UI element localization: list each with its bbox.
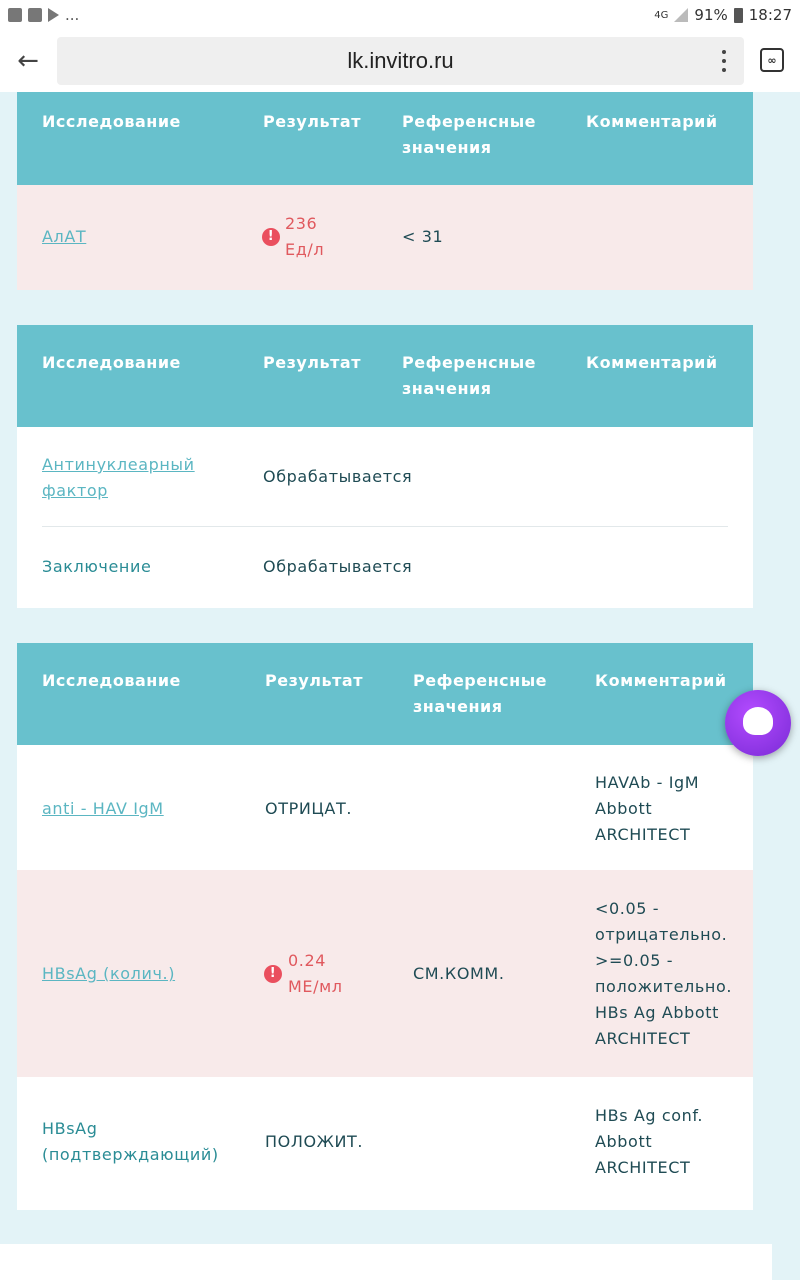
address-bar[interactable]	[57, 37, 744, 85]
study-link-alat[interactable]: АлАТ	[42, 227, 87, 246]
table-row	[17, 870, 753, 1077]
header-study: Исследование	[42, 112, 181, 131]
reference-value: < 31	[402, 227, 444, 246]
notification-more: ...	[65, 6, 80, 24]
network-type: 4G	[654, 9, 669, 21]
warning-icon: !	[262, 228, 280, 246]
signal-icon	[674, 8, 688, 22]
header-reference: Референсные значения	[402, 353, 537, 398]
study-link-anti-hav[interactable]: anti - HAV IgM	[42, 799, 164, 818]
header-study: Исследование	[42, 671, 181, 690]
table-row	[17, 745, 753, 870]
comment-text: HBs Ag conf. Abbott ARCHITECT	[595, 1106, 704, 1177]
header-reference: Референсные значения	[413, 671, 548, 716]
result-number: 236	[285, 214, 318, 233]
header-comment: Комментарий	[586, 112, 718, 131]
status-bar	[0, 0, 800, 30]
table-header	[17, 92, 753, 185]
comment-text: <0.05 - отрицательно. >=0.05 - положительно. HBs Ag Abbott ARCHITECT	[595, 899, 733, 1048]
study-name: HBsAg (подтверждающий)	[42, 1119, 219, 1164]
browser-toolbar	[0, 30, 800, 92]
table-header	[17, 643, 753, 745]
reference-value: СМ.КОММ.	[413, 964, 505, 983]
tabs-button[interactable]	[760, 48, 784, 72]
table-row	[17, 1077, 753, 1210]
header-result: Результат	[265, 671, 363, 690]
menu-kebab-icon[interactable]	[718, 50, 730, 72]
result-value	[288, 948, 343, 1000]
battery-icon	[734, 8, 743, 23]
result-value: ПОЛОЖИТ.	[265, 1132, 364, 1151]
study-name: Заключение	[42, 557, 152, 576]
next-card-edge	[0, 1244, 772, 1280]
comment-text: HAVAb - IgM Abbott ARCHITECT	[595, 773, 700, 844]
study-link-hbsag-quant[interactable]: HBsAg (колич.)	[42, 964, 176, 983]
table-header	[17, 325, 753, 427]
tabs-count: ∞	[767, 53, 777, 67]
results-card-3	[17, 643, 753, 1210]
notification-photo-icon	[28, 8, 42, 22]
battery-percent: 91%	[694, 6, 728, 24]
header-comment: Комментарий	[586, 353, 718, 372]
voice-assistant-button[interactable]	[725, 690, 791, 756]
result-value: Обрабатывается	[263, 467, 413, 486]
table-row	[17, 427, 753, 527]
result-unit: МЕ/мл	[288, 977, 343, 996]
results-card-2	[17, 325, 753, 608]
warning-icon: !	[264, 965, 282, 983]
result-value	[285, 211, 324, 263]
back-button[interactable]	[0, 30, 56, 92]
table-row	[17, 527, 753, 607]
result-number: 0.24	[288, 951, 327, 970]
header-result: Результат	[263, 353, 361, 372]
result-value: Обрабатывается	[263, 557, 413, 576]
notification-play-icon	[48, 8, 59, 22]
results-card-1	[17, 92, 753, 290]
back-arrow-icon: ←	[17, 46, 39, 76]
header-result: Результат	[263, 112, 361, 131]
table-row	[17, 185, 753, 290]
result-unit: Ед/л	[285, 240, 325, 259]
url-text: lk.invitro.ru	[347, 48, 454, 73]
header-reference: Референсные значения	[402, 112, 537, 157]
notification-user-icon	[8, 8, 22, 22]
study-link-ana[interactable]: Антинуклеарный фактор	[42, 455, 195, 500]
clock: 18:27	[748, 6, 792, 24]
header-study: Исследование	[42, 353, 181, 372]
header-comment: Комментарий	[595, 671, 727, 690]
result-value: ОТРИЦАТ.	[265, 799, 353, 818]
